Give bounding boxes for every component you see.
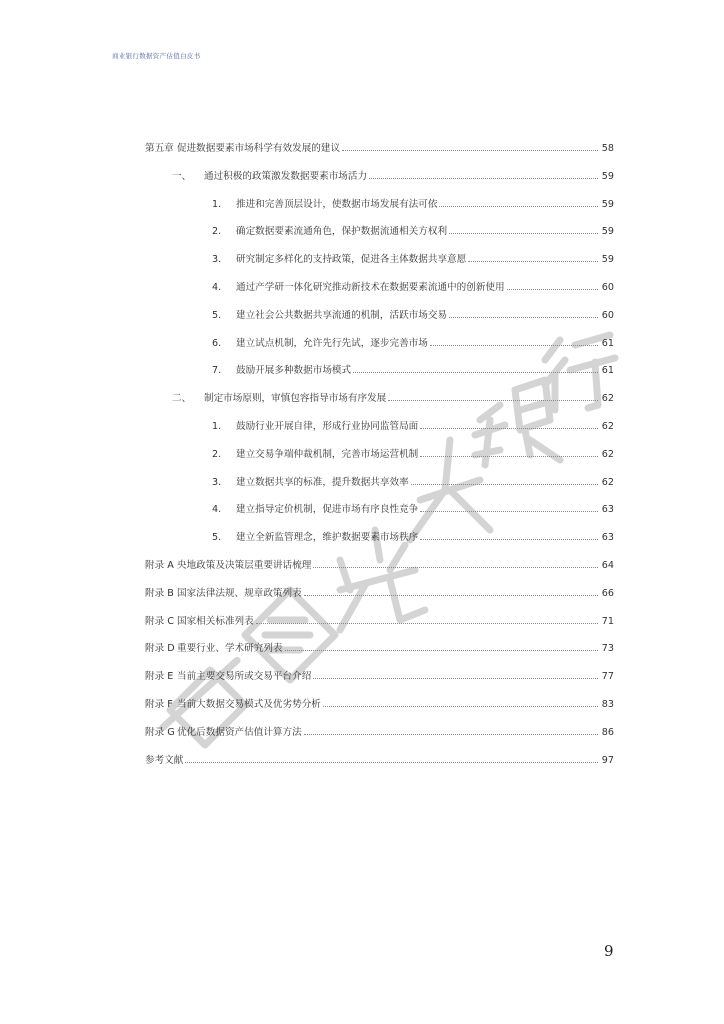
toc-entry-page: 83: [601, 699, 614, 710]
toc-entry-number: 附录 G: [145, 726, 175, 738]
toc-entry[interactable]: [172, 392, 614, 405]
toc-entry-number: 4.: [212, 504, 222, 516]
toc-dot-leader: [449, 309, 598, 318]
toc-entry-title: 建立指导定价机制，促进市场有序良性竞争: [236, 504, 419, 516]
toc-entry[interactable]: [145, 142, 614, 155]
toc-entry-title: 建立全新监管理念，维护数据要素市场秩序: [236, 532, 419, 544]
toc-entry-page: 66: [601, 587, 614, 599]
toc-entry-number: 4.: [212, 282, 222, 293]
toc-dot-leader: [285, 642, 598, 651]
toc-dot-leader: [507, 281, 598, 290]
toc-entry-page: 63: [601, 504, 614, 516]
toc-entry-title: 鼓励开展多种数据市场模式: [236, 365, 352, 377]
toc-entry-page: 64: [601, 560, 614, 571]
toc-entry-title: 当前主要交易所或交易平台介绍: [177, 671, 312, 683]
toc-dot-leader: [323, 698, 598, 707]
toc-entry-number: 1.: [212, 198, 222, 210]
toc-entry-number: 5.: [212, 532, 222, 544]
toc-entry-title: 通过积极的政策激发数据要素市场活力: [204, 170, 368, 182]
toc-entry-title: 国家相关标准列表: [177, 615, 254, 627]
toc-entry-title: 促进数据要素市场科学有效发展的建议: [177, 143, 341, 154]
toc-dot-leader: [420, 503, 598, 512]
toc-entry-number: 3.: [212, 254, 222, 266]
toc-dot-leader: [420, 531, 598, 540]
toc-entry[interactable]: [212, 337, 614, 350]
toc-entry-title: 通过产学研一体化研究推动新技术在数据要素流通中的创新使用: [236, 282, 505, 293]
toc-entry[interactable]: [145, 670, 614, 683]
toc-entry-page: 77: [601, 671, 614, 683]
toc-entry[interactable]: [172, 170, 614, 183]
toc-entry-number: 第五章: [145, 143, 174, 154]
toc-entry-page: 59: [601, 170, 614, 182]
toc-entry-page: 71: [601, 615, 614, 627]
toc-entry-page: 61: [601, 337, 614, 349]
toc-entry-title: 央地政策及决策层重要讲话梳理: [177, 560, 312, 571]
toc-entry-number: 附录 C: [145, 615, 174, 627]
toc-entry-title: 建立交易争端仲裁机制，完善市场运营机制: [236, 448, 419, 460]
toc-entry-title: 鼓励行业开展自律，形成行业协同监管局面: [236, 421, 419, 432]
toc-entry-number: 一、: [172, 170, 192, 182]
toc-entry[interactable]: [212, 364, 614, 377]
toc-entry-page: 62: [601, 421, 614, 432]
toc-entry-page: 59: [601, 254, 614, 266]
toc-entry-number: 2.: [212, 448, 222, 460]
toc-entry[interactable]: [212, 476, 614, 489]
toc-entry[interactable]: [212, 503, 614, 516]
toc-entry[interactable]: [212, 420, 614, 433]
toc-entry-number: 6.: [212, 337, 222, 349]
toc-entry-page: 59: [601, 198, 614, 210]
toc-dot-leader: [420, 448, 598, 457]
toc-entry-page: 62: [601, 448, 614, 460]
toc-entry-page: 60: [601, 309, 614, 321]
toc-dot-leader: [430, 337, 598, 346]
toc-entry[interactable]: [212, 448, 614, 461]
toc-entry[interactable]: [212, 281, 614, 294]
toc-entry[interactable]: [145, 754, 614, 767]
toc-dot-leader: [449, 225, 598, 234]
toc-entry-title: 推进和完善顶层设计，使数据市场发展有法可依: [236, 198, 438, 210]
toc-entry-page: 62: [601, 476, 614, 488]
toc-entry[interactable]: [145, 587, 614, 600]
toc-entry-number: 3.: [212, 476, 222, 488]
toc-entry-number: 附录 D: [145, 643, 175, 655]
toc-entry-number: 附录 B: [145, 587, 174, 599]
toc-entry-page: 86: [601, 726, 614, 738]
toc-dot-leader: [342, 142, 598, 151]
toc-entry-title: 制定市场原则，审慎包容指导市场有序发展: [204, 393, 387, 405]
toc-entry-number: 5.: [212, 309, 222, 321]
toc-entry-title: 建立试点机制，允许先行先试，逐步完善市场: [236, 337, 428, 349]
toc-dot-leader: [439, 198, 598, 207]
toc-dot-leader: [304, 726, 598, 735]
toc-entry-title: 重要行业、学术研究列表: [177, 643, 283, 655]
running-header: 商业银行数据资产估值白皮书: [112, 52, 201, 60]
toc-entry-number: 7.: [212, 365, 222, 377]
toc-entry-title: 建立数据共享的标准，提升数据共享效率: [236, 476, 409, 488]
toc-entry-title: 建立社会公共数据共享流通的机制，活跃市场交易: [236, 309, 448, 321]
toc-entry-title: 研究制定多样化的支持政策，促进各主体数据共享意愿: [236, 254, 467, 266]
toc-entry[interactable]: [145, 559, 614, 572]
toc-entry-page: 63: [601, 532, 614, 544]
toc-entry[interactable]: [212, 309, 614, 322]
toc-entry[interactable]: [145, 642, 614, 655]
toc-entry[interactable]: [145, 726, 614, 739]
toc-entry[interactable]: [212, 531, 614, 544]
toc-entry-number: 2.: [212, 226, 222, 238]
toc-dot-leader: [468, 253, 598, 262]
toc-entry-page: 58: [601, 143, 614, 154]
toc-entry-page: 61: [601, 365, 614, 377]
page-number: 9: [604, 942, 614, 960]
toc-entry-page: 62: [601, 393, 614, 405]
toc-entry[interactable]: [212, 225, 614, 238]
toc-entry-title: 国家法律法规、规章政策列表: [177, 587, 302, 599]
toc-dot-leader: [388, 392, 598, 401]
toc-entry-title: 当前大数据交易模式及优劣势分析: [177, 699, 321, 710]
toc-dot-leader: [420, 420, 598, 429]
toc-entry[interactable]: [145, 698, 614, 711]
toc-entry-number: 附录 A: [145, 560, 174, 571]
toc-dot-leader: [353, 364, 598, 373]
toc-entry-number: 附录 E: [145, 671, 174, 683]
toc-dot-leader: [411, 476, 598, 485]
toc-entry-number: 二、: [172, 393, 192, 405]
toc-entry-title: 确定数据要素流通角色，保护数据流通相关方权利: [236, 226, 448, 238]
toc-entry-title: 参考文献: [145, 754, 184, 766]
toc-entry-page: 97: [601, 754, 614, 766]
toc-dot-leader: [313, 559, 598, 568]
toc-dot-leader: [369, 170, 598, 179]
toc-entry[interactable]: [212, 253, 614, 266]
toc-entry[interactable]: [145, 615, 614, 628]
toc-entry[interactable]: [212, 198, 614, 211]
toc-entry-page: 73: [601, 643, 614, 655]
toc-entry-page: 59: [601, 226, 614, 238]
toc-dot-leader: [256, 615, 598, 624]
toc-entry-page: 60: [601, 282, 614, 293]
toc-dot-leader: [313, 670, 598, 679]
toc-dot-leader: [304, 587, 598, 596]
toc-entry-number: 1.: [212, 421, 222, 432]
toc-entry-number: 附录 F: [145, 699, 173, 710]
toc-entry-title: 优化后数据资产估值计算方法: [177, 726, 302, 738]
toc-dot-leader: [185, 754, 598, 763]
